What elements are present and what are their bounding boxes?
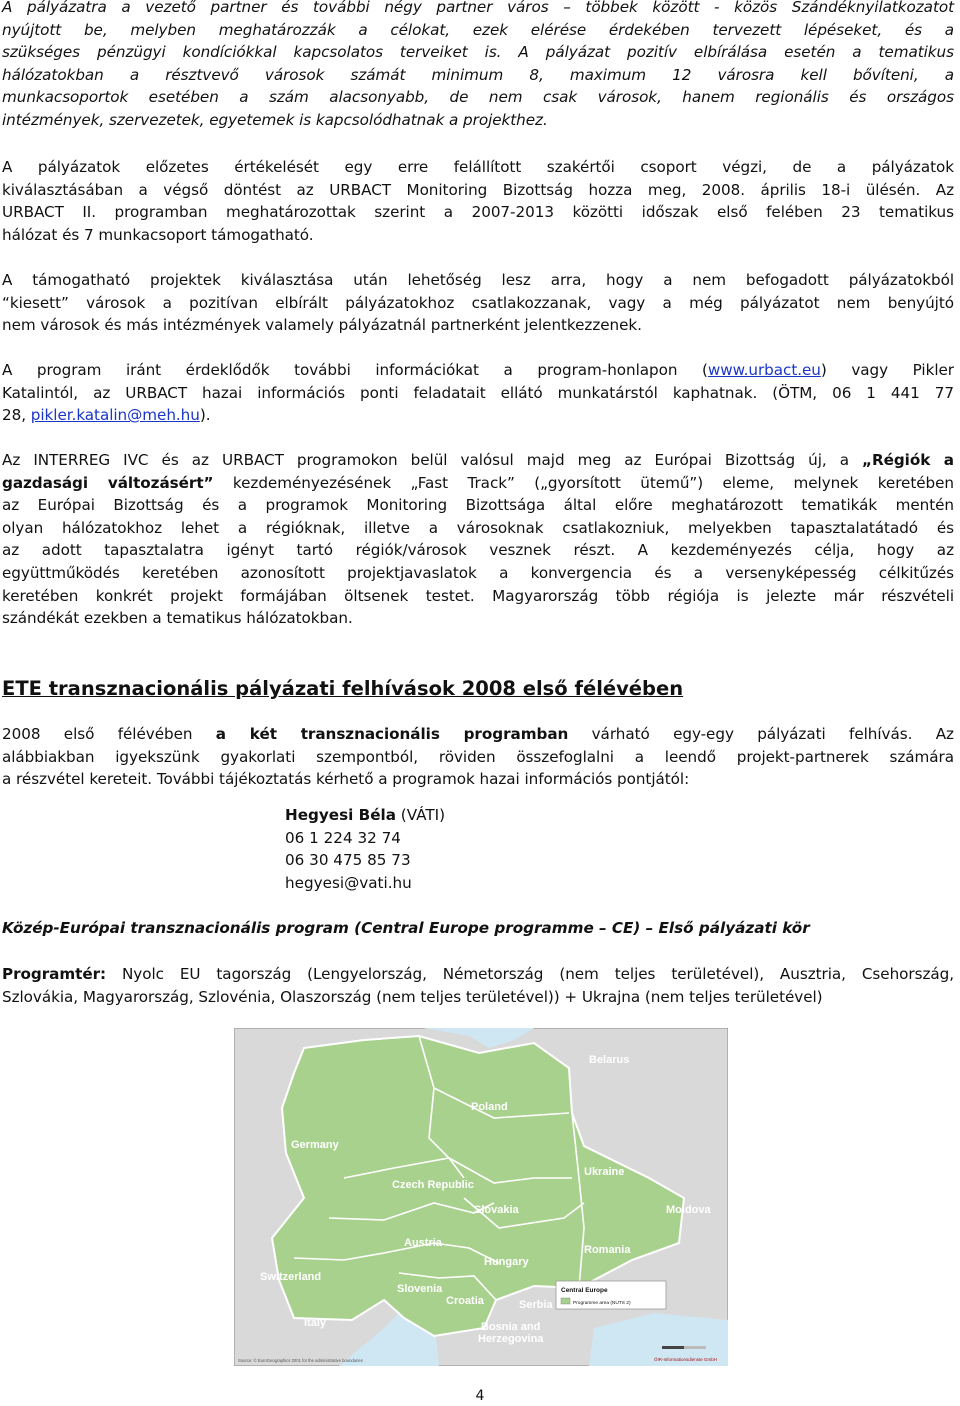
paragraph-program-area [2, 963, 954, 1008]
text-segment: Nyolc EU tagország (Lengyelország, Németország (nem teljes területével), Ausztria, Csehország, [106, 965, 954, 983]
contact-block [285, 804, 445, 894]
bold-text: gazdasági változásért” [2, 473, 214, 492]
contact-phone-1: 06 1 224 32 74 [285, 828, 401, 847]
contact-name: Hegyesi Béla [285, 806, 396, 824]
text-line: kiválasztásában a végső döntést az URBACT Monitoring Bizottság hozza meg, 2008. április 18-i ülésén. Az [2, 180, 954, 199]
map-label-romania: Romania [584, 1244, 631, 1256]
text-line: “kiesett” városok a pozitívan elbírált pályázatokhoz csatlakozzanak, vagy a még pályázatot nem benyújtó [2, 293, 954, 312]
text-segment: várható egy-egy pályázati felhívás. Az [568, 725, 954, 743]
map-label-bosnia: Herzegovina [478, 1333, 544, 1345]
legend-title: Central Europe [561, 1287, 608, 1294]
map-label-slovakia: Slovakia [474, 1204, 519, 1216]
text-line: olyan hálózatokhoz lehet a régióknak, illetve a városoknak csatlakozniuk, melyekben tapasztalatátadó és [2, 518, 954, 537]
text-line: alábbiakban igyekszünk gyakorlati szempontból, röviden összefoglalni a leendő projekt-partnerek számára [2, 747, 954, 766]
bold-text: Programtér: [2, 965, 107, 983]
map-label-germany: Germany [291, 1139, 339, 1151]
text-line: nyújtott be, melyben meghatározzák a célokat, ezek elérése érdekében tervezett lépéseket, és a [2, 20, 954, 39]
paragraph-fast-track [2, 449, 954, 630]
page-number: 4 [475, 1388, 485, 1404]
text-line: intézmények, szervezetek, egyetemek is kapcsolódhatnak a projekthez. [2, 110, 548, 129]
map-label-bosnia: Bosnia and [481, 1321, 541, 1333]
map-label-switzerland: Switzerland [260, 1271, 322, 1283]
map-label-slovenia: Slovenia [397, 1283, 443, 1295]
map-label-italy: Italy [304, 1317, 327, 1329]
text-line: A pályázatok előzetes értékelését egy erre felállított szakértői csoport végzi, de a pályázatok [2, 158, 954, 176]
text-line: az Európai Bizottság és a programok Monitoring Bizottsága által előre meghatározott tematikák mentén [2, 496, 954, 515]
text-segment: kezdeményezésének „Fast Track” („gyorsított ütemű”) eleme, melynek keretében [213, 473, 955, 492]
text-line: szükséges pénzügyi kondíciókkal kapcsolatos terveiket is. A pályázat pozitív elbírálása esetén a tematikus [2, 43, 954, 62]
text-line [2, 359, 954, 382]
section-heading: ETE transznacionális pályázati felhívások 2008 első félévében [2, 677, 684, 700]
paragraph-selection [2, 269, 954, 337]
text-line: A támogatható projektek kiválasztása után lehetőség lesz arra, hogy a nem befogadott pályázatokból [2, 271, 954, 289]
central-europe-map [234, 1028, 728, 1366]
text-line: hálózatokban a résztvevő városok számát minimum 8, maximum 12 városra kell bővíteni, a [2, 65, 954, 84]
map-label-croatia: Croatia [446, 1295, 484, 1307]
text-line: nem városok és más intézmények valamely pályázatnál partnerként jelentkezzenek. [2, 316, 642, 335]
text-line: URBACT II. programban meghatározottak szerint a 2007-2013 közötti időszak első felében 23 tematikus [2, 203, 954, 222]
legend-item: Programme area (NUTS 2) [573, 1301, 631, 1306]
contact-name-line [285, 804, 445, 827]
text-line: Szlovákia, Magyarország, Szlovénia, Olaszország (nem teljes területével)) + Ukrajna (nem teljes területével) [2, 987, 823, 1006]
text-segment: 2008 első félévében [2, 725, 216, 743]
text-line: Katalintól, az URBACT hazai információs ponti feladatait ellátó munkatárstól kaphatnak. (ÖTM, 06 1 441 77 [2, 383, 954, 402]
text-line: munkacsoportok esetében a szám alacsonyabb, de nem csak városok, hanem regionális és országos [2, 88, 954, 107]
contact-org: (VÁTI) [395, 806, 446, 824]
text-segment: Az INTERREG IVC és az URBACT programokon belül valósul majd meg az Európai Bizottság új, a [2, 451, 863, 469]
contact-phone-2: 06 30 475 85 73 [285, 851, 411, 870]
map-logo: ÖIR-Informationsdienste GmbH [654, 1357, 718, 1362]
bold-text: a két transznacionális programban [215, 725, 569, 743]
map-label-czech: Czech Republic [392, 1179, 474, 1191]
text-line: a részvétel kereteit. További tájékoztatás kérhető a programok hazai információs pontjától: [2, 770, 690, 789]
map-label-ukraine: Ukraine [584, 1166, 625, 1178]
bold-text: „Régiók a [862, 451, 954, 469]
paragraph-info [2, 359, 954, 427]
text-line [2, 963, 954, 986]
text-line: A pályázatra a vezető partner és további négy partner város – többek között - közös Szándéknyilatkozatot [2, 0, 954, 16]
map-label-hungary: Hungary [484, 1256, 529, 1268]
paragraph-partners [2, 0, 954, 132]
email-link[interactable]: pikler.katalin@meh.hu [30, 406, 200, 425]
map-legend [556, 1281, 666, 1309]
program-subtitle: Közép-Európai transznacionális program (Central Europe programme – CE) – Első pályázati kör [2, 919, 810, 937]
text-line: keretében konkrét projekt formájában öltsenek testet. Magyarország több régiója is jelezte már részvételi [2, 586, 954, 605]
map-label-belarus: Belarus [589, 1054, 630, 1066]
map-label-poland: Poland [471, 1101, 508, 1113]
text-line [2, 404, 954, 427]
text-segment: A program iránt érdeklődők további információkat a program-honlapon ( [2, 361, 708, 379]
map-scale [662, 1346, 706, 1349]
legend-swatch [561, 1298, 570, 1304]
text-line [2, 472, 954, 495]
text-line: hálózat és 7 munkacsoport támogatható. [2, 225, 314, 244]
text-segment: 28, [2, 406, 31, 425]
contact-email: hegyesi@vati.hu [285, 873, 412, 892]
paragraph-evaluation [2, 156, 954, 246]
map-copyright: Source: © EuroGeographics 2001 for the administrative boundaries [238, 1358, 363, 1363]
text-line: az adott tapasztalatra igényt tartó régiók/városok vesznek részt. A kezdeményezés célja, hogy az [2, 541, 954, 560]
map-label-austria: Austria [404, 1237, 442, 1249]
map-label-serbia: Serbia [519, 1299, 553, 1311]
text-segment: ). [199, 406, 211, 425]
text-line [2, 723, 954, 746]
text-line: szándékát ezekben a tematikus hálózatokban. [2, 609, 353, 628]
map-label-moldova: Moldova [666, 1204, 711, 1216]
urbact-link[interactable]: www.urbact.eu [707, 361, 821, 379]
text-line: együttműködés keretében azonosított projektjavaslatok a konvergencia és a versenyképesség célkitűzés [2, 563, 954, 582]
text-line [2, 449, 954, 472]
text-segment: ) vagy Pikler [820, 361, 954, 379]
paragraph-calls [2, 723, 954, 791]
